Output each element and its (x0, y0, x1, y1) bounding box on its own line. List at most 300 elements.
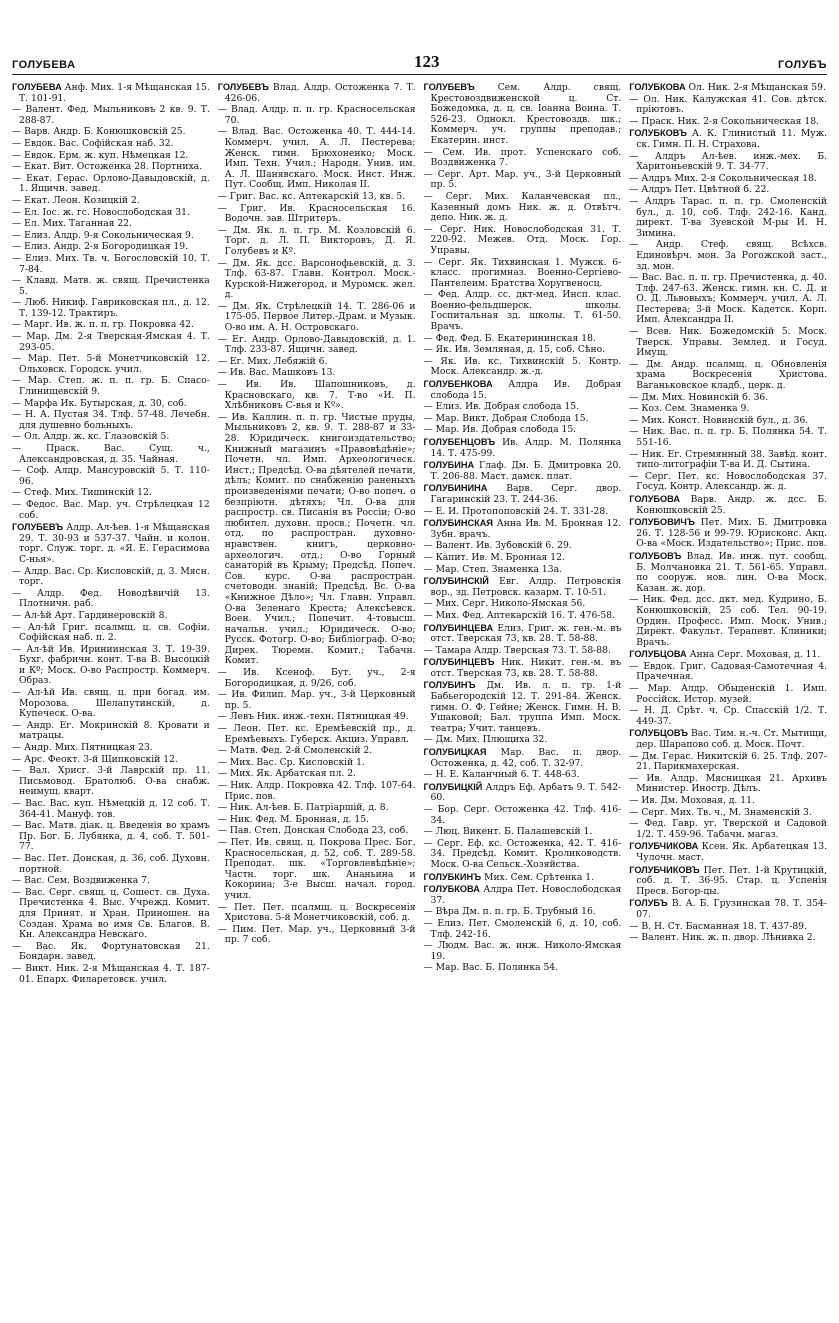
directory-entry (218, 335, 416, 356)
entry-text: Влад. Алдр. п. п. гр. Красносельская 70. (224, 104, 416, 126)
directory-entry (424, 425, 622, 436)
directory-entry (218, 413, 416, 667)
entry-text: Як. Ив. кс. Тихвинскій 5. Контр. Моск. Александр. ж.-д. (430, 355, 622, 378)
entry-text: Анна Ив. М. Бронная 12. Зубн. врачъ. (430, 518, 622, 540)
entry-text: Леон. Пет. кс. Еремѣевскій пр., д. Еремѣевыхъ. Губерск. Акциз. Управл. (224, 723, 416, 745)
directory-entry (218, 781, 416, 802)
surname: ГОЛУБЕВЪ (12, 522, 64, 533)
directory-entry (12, 320, 210, 331)
entry-text: Серг. Мих. Каланчевская пл., Казенный домъ Ник. ж. д. Отвѣтч. депо. Ник. ж. д. (430, 190, 622, 224)
entry-text: Н. Д. Срѣт. ч. Ср. Спасскій 1/2. Т. 449-37. (636, 705, 827, 727)
directory-entry (12, 410, 210, 431)
entry-text: Алдр. Фед. Новодѣвичій 13. Плотничн. раб. (19, 587, 210, 610)
entry-text: Алдр. Ал-ѣев. 1-я Мѣщанская 29. Т. 30-93 и 537-37. Чайн. и колон. торг. Служ. торг. д. «Я. Е. Герасимова С-нья». (19, 522, 210, 565)
directory-entry (12, 854, 210, 875)
directory-entry (424, 258, 622, 290)
surname: ГОЛУБИЦКІЙ (423, 781, 483, 792)
directory-entry (12, 298, 210, 319)
entry-text: Пет. Ив. свящ. ц. Покрова Прес. Бог. Красносельская, д. 52, соб. Т. 289-58. Преподат. шк. «Торговлевѣдѣніе»; Частн. торг. шк. Ананьина и Кокорина; 3-е Высш. начал. город. учил. (224, 836, 416, 901)
surname-entry (629, 898, 827, 920)
directory-entry (12, 332, 210, 353)
entry-text: Вас. Матв. діак. ц. Введенія во храмъ Пр. Бог. Б. Лубянка, д. 4, соб. Т. 501-77. (19, 820, 210, 853)
directory-entry (12, 444, 210, 465)
directory-entry (12, 376, 210, 397)
entry-text: Серг. Еф. кс. Остоженка, 42. Т. 416-34. Предсѣд. Комит. Кролиководств. Моск. О-ва Сельск.-Хозяйства. (430, 837, 622, 870)
entry-text: Григ. Ив. Красносельская 16. Водочн. зав. Штритеръ. (224, 202, 416, 225)
surname-entry (424, 576, 622, 598)
directory-entry (424, 646, 622, 657)
directory-entry (218, 826, 416, 837)
surname: ГОЛУБЕВЪ (423, 82, 475, 92)
entry-text: Ив. Алдр. М. Полянка 14. Т. 475-99. (430, 437, 622, 459)
entry-text: Валент. Ник. ж. п. двор. Лѣнивка 2. (641, 932, 816, 944)
directory-entry (629, 450, 827, 471)
entry-text: Ив. Алдр. Мясницкая 21. Архивъ Министер. Иностр. Дѣлъ. (636, 772, 827, 795)
entry-text: Влад. Вас. Остоженка 40. Т. 444-14. Коммерч. учил. А. Л. Пестерева; Женск. гимн. Брюхоненко; Моск. Имп. Техн. Учил.; Народн. Унив. им. А. Л. Шанявскаго. Моск. Инст. Инж. Пут. Сообщ. Имп. Николая II. (224, 126, 416, 191)
surname-entry (424, 884, 622, 906)
directory-entry (629, 152, 827, 173)
directory-entry (424, 827, 622, 838)
directory-entry (629, 922, 827, 933)
surname-entry (629, 494, 827, 516)
entry-text: Варв. Андр. ж. дсс. Б. Конюшковскій 25. (636, 493, 827, 516)
entry-text: Ал-ѣй Ив. свящ. ц. при богад. им. Морозова. Шелапутинскій, д. Купеческ. О-ва. (19, 687, 210, 720)
entry-text: Серг. Арт. Мар. уч., 3-й Церковный пр. 5. (430, 168, 622, 191)
directory-entry (12, 276, 210, 297)
entry-text: Влад. Алдр. Остоженка 7. Т. 426-06. (224, 82, 416, 104)
directory-entry (629, 427, 827, 448)
entry-text: Евдок. Вас. Софійская наб. 32. (24, 137, 174, 149)
entry-text: Григ. Вас. кс. Аптекарскій 13, кв. 5. (229, 190, 406, 202)
entry-text: Люц. Викент. Б. Палашевскій 1. (435, 826, 593, 838)
entry-text: Серг. Мих. Тв. ч., М. Знаменскій 3. (641, 806, 812, 818)
directory-entry (12, 799, 210, 820)
entry-text: Пет. Пет. 1-й Крутицкій, соб. д. Т. 36-95. Стар. ц. Успенія Пресв. Богор-цы. (636, 864, 827, 897)
directory-entry (218, 204, 416, 225)
directory-entry (629, 174, 827, 185)
entry-text: Праск. Ник. 2-я Сокольническая 18. (641, 115, 819, 127)
directory-entry (629, 404, 827, 415)
directory-entry (218, 769, 416, 780)
directory-entry (12, 589, 210, 610)
surname-entry (424, 460, 622, 482)
directory-entry (424, 553, 622, 564)
directory-entry (424, 735, 622, 746)
entry-text: Мар. Степ. ж. п. п. гр. Б. Спасо-Глинищевскій 9. (19, 375, 210, 398)
entry-text: Мар. Алдр. Обыденскій 1. Имп. Россійск. Истор. музей. (636, 683, 827, 705)
surname-entry (629, 649, 827, 661)
directory-entry (12, 231, 210, 242)
directory-entry (12, 399, 210, 410)
entry-text: Ол. Ник. 2-я Мѣщанская 59. (688, 82, 826, 93)
entry-text: Андр. Ег. Мокринскій 8. Кровати и матрацы. (19, 719, 210, 742)
surname-entry (424, 379, 622, 401)
surname-entry (629, 728, 827, 750)
entry-text: Глаф. Дм. Б. Дмитровка 20. Т. 206-88. Маст. дамск. плат. (430, 460, 622, 482)
entry-text: Викт. Ник. 2-я Мѣщанская 4. Т. 187-01. Епарх. Филаретовск. учил. (19, 962, 210, 985)
entry-text: Андр. Стеф. свящ. Всѣхсв. Единовѣрч. мон. За Рогожской заст., зд. мон. (636, 239, 827, 272)
entry-text: Клавд. Матв. ж. свящ. Пречистенка 5. (19, 275, 210, 297)
surname: ГОЛУБОВИЧЪ (629, 517, 695, 528)
entry-text: Вас. Вас. куп. Нѣмецкій д. 12 соб. Т. 364-41. Мануф. тов. (19, 798, 210, 820)
directory-entry (629, 327, 827, 359)
entry-text: Коз. Сем. Знаменка 9. (641, 403, 750, 415)
surname: ГОЛУБЧИКОВА (629, 841, 699, 852)
entry-text: Ив. Ксеноф. Бут. уч., 2-я Богородицкая, д. 9/26, соб. (224, 667, 416, 689)
entry-text: Анна Серг. Моховая, д. 11. (689, 649, 821, 661)
entry-text: Марг. Ив. ж. п. п. гр. Покровка 42. (24, 319, 194, 331)
directory-entry (218, 368, 416, 379)
surname-entry (12, 522, 210, 565)
directory-entry (12, 139, 210, 150)
entry-text: Ник. Фед. дсс. дкт. мед. Кудрино, Б. Конюшковскій, 25 соб. Тел. 90-19. Ордин. Професс. Имп. Моск. Унив.; Директ. Факульт. Терапевт. Клиники; Врачъ. (636, 594, 827, 648)
directory-entry (629, 752, 827, 773)
entry-text: Мих. Фед. Аптекарскій 16. Т. 476-58. (435, 609, 616, 621)
directory-entry (12, 755, 210, 766)
entry-text: Ал-ѣй Григ. псалмщ. ц. св. Софіи. Софійская наб. п. 2. (19, 621, 210, 644)
entry-text: Мар. Дм. 2-я Тверская-Ямская 4. Т. 293-05. (19, 331, 210, 353)
directory-entry (12, 242, 210, 253)
entry-text: Варв. Андр. Б. Конюшковскій 25. (24, 126, 186, 138)
entry-text: Серг. Пет. кс. Новослободская 37. Госуд. Контр. Александр. ж. д. (636, 470, 827, 493)
entry-text: Тамара Алдр. Тверская 73. Т. 58-88. (435, 644, 611, 656)
directory-entry (218, 690, 416, 711)
entry-text: Варв. Серг. двор. Гагаринскій 23. Т. 244-36. (430, 483, 622, 505)
entry-text: Алдр. Вас. Ср. Кисловскій, д. 3. Мясн. торг. (19, 565, 210, 588)
entry-text: Алдръ Ал-ѣев. инж.-мех. Б. Харитоньевскій 9. Т. 34-77. (636, 150, 827, 173)
entry-text: Елиз. Григ. ж. ген.-м. въ отст. Тверская 73, кв. 28. Т. 58-88. (430, 622, 622, 645)
directory-entry (424, 507, 622, 518)
directory-entry (629, 273, 827, 326)
entry-text: Вѣра Дм. п. п. гр. Б. Трубный 16. (435, 906, 596, 918)
entry-text: Мих. Як. Арбатская пл. 2. (229, 768, 356, 780)
entry-text: Андр. Мих. Пятницкая 23. (24, 742, 153, 754)
directory-entry (629, 933, 827, 944)
entry-text: Валент. Ив. Зубовскій 6. 29. (435, 540, 572, 552)
directory-entry (424, 225, 622, 257)
directory-entry (424, 839, 622, 871)
surname: ГОЛУБКОВА (629, 82, 686, 92)
directory-entry (629, 684, 827, 705)
entry-text: Матв. Фед. 2-й Смоленскій 2. (229, 745, 373, 757)
surname: ГОЛУБКОВЪ (629, 128, 687, 139)
entry-text: Ник. Алдр. Покровка 42. Тлф. 107-64. Прис. пов. (224, 780, 416, 802)
surname: ГОЛУБЧИКОВЪ (629, 864, 700, 875)
surname-entry (424, 483, 622, 505)
directory-entry (629, 95, 827, 116)
directory-entry (218, 838, 416, 902)
directory-entry (424, 148, 622, 169)
entry-text: Пав. Степ. Донская Слобода 23, соб. (229, 825, 409, 837)
entry-text: Евг. Алдр. Петровскія вор., зд. Петровск. казарм. Т. 10-51. (430, 576, 622, 598)
entry-text: Н. Е. Каланчный 6. Т. 448-63. (435, 769, 580, 781)
directory-entry (424, 770, 622, 781)
surname-entry (629, 841, 827, 863)
entry-text: Елиз. Ив. Добрая слобода 15. (435, 401, 580, 413)
entry-text: Ник. Ег. Стремянный 38. Завѣд. конт. типо-литографіи Т-ва И. Д. Сытина. (636, 448, 827, 471)
directory-entry (218, 127, 416, 191)
page-header (12, 52, 827, 75)
surname: ГОЛУБИНА (423, 460, 475, 471)
entry-text: Ел. Мих. Таганная 22. (24, 218, 132, 230)
directory-entry (12, 105, 210, 126)
directory-entry (218, 815, 416, 826)
surname: ГОЛУБОВА (629, 493, 680, 504)
entry-text: Фед. Гавр. уг. Тверской и Садовой 1/2. Т. 459-96. Табачн. магаз. (636, 818, 827, 840)
surname-entry (424, 518, 622, 540)
entry-text: Левъ Ник. инж.-техн. Пятницкая 49. (229, 711, 409, 723)
directory-entry (12, 488, 210, 499)
directory-entry (424, 599, 622, 610)
entry-text: Мар. Ив. Добрая слобода 15. (435, 424, 577, 436)
directory-entry (12, 942, 210, 963)
entry-text: Дм. Герас. Никитскій 6. 25. Тлф. 207-21. Парикмахерская. (636, 750, 827, 773)
directory-entry (424, 170, 622, 191)
directory-entry (629, 416, 827, 427)
entry-text: Мих. Конст. Новинскій бул., д. 36. (641, 414, 809, 426)
directory-entry (424, 345, 622, 356)
directory-entry (12, 500, 210, 521)
entry-text: Дм. Мих. Новинскій б. 36. (641, 391, 769, 403)
surname: ГОЛУБОВЪ (629, 550, 682, 561)
entry-text: Екат. Вит. Остоженка 28. Портниха. (24, 161, 203, 173)
entry-text: Ив. Дм. Моховая, д. 11. (641, 795, 755, 806)
column-4 (629, 82, 827, 1313)
directory-entry (629, 706, 827, 727)
surname-entry (424, 657, 622, 679)
entry-text: Вас. Серг. свящ. ц. Сошест. св. Духа. Пречистенка 4. Выс. Учрежд. Комит. для Принят. и Хран. Приношен. на Создан. Храма во имя Св. Благов. В. Кн. Александра Невскаго. (19, 886, 210, 941)
directory-entry (629, 774, 827, 795)
directory-entry (12, 219, 210, 230)
entry-text: Алдръ Пет. Цвѣтной б. 22. (641, 184, 770, 196)
entry-text: Екат. Герас. Орлово-Давыдовскій, д. 1. Ящичн. завед. (19, 172, 210, 195)
directory-entry (218, 226, 416, 258)
directory-entry (12, 821, 210, 853)
entry-text: Всев. Ник. Божедомскій 5. Моск. Тверск. Управы. Землед. и Госуд. Имущ. (636, 326, 827, 359)
surname: ГОЛУБЕНКОВА (423, 379, 493, 390)
entry-text: В. Н. Ст. Басманная 18. Т. 437-89. (641, 920, 807, 932)
directory-entry (629, 240, 827, 272)
directory-entry (629, 185, 827, 196)
entry-text: Пет. Мих. Б. Дмитровка 26. Т. 128-56 и 99-79. Юрисконс. Акц. О-ва «Моск. Издательство»; Прис. пов. (636, 517, 827, 550)
directory-entry (12, 766, 210, 798)
surname-entry (629, 82, 827, 94)
directory-entry (218, 746, 416, 757)
entry-text: Н. А. Пустая 34. Тлф. 57-48. Лечебн. для душевно больныхъ. (19, 409, 210, 431)
entry-text: Дм. Як. Стрѣлецкій 14. Т. 286-06 и 175-05. Первое Литер.-Драм. и Музык. О-во им. А. Н. Островскаго. (224, 300, 416, 334)
entry-text: Арс. Феокт. 3-й Щипковскій 12. (24, 753, 178, 765)
entry-text: Ив. Вас. Машковъ 13. (229, 367, 336, 379)
directory-entry (218, 803, 416, 814)
entry-text: Марфа Ик. Бутырская, д. 30, соб. (24, 397, 187, 409)
entry-text: Ник. Ал-ѣев. Б. Патріаршій, д. 8. (229, 802, 389, 814)
directory-entry (12, 721, 210, 742)
directory-entry (424, 414, 622, 425)
surname-entry (424, 747, 622, 769)
entry-text: Елиз. Мих. Тв. ч. Богословскій 10. Т. 7-84. (19, 252, 210, 275)
surname: ГОЛУБЪ (629, 898, 668, 909)
directory-entry (218, 925, 416, 946)
surname-entry (629, 551, 827, 594)
entry-text: В. А. Б. Грузинская 78. Т. 354-07. (636, 898, 827, 920)
entry-text: Соф. Алдр. Мансуровскій 5. Т. 110-96. (19, 465, 210, 487)
entry-text: Пет. Пет. псалмщ. ц. Воскресенія Христова. 5-й Монетчиковскій, соб. д. (224, 901, 416, 924)
directory-columns (12, 82, 827, 1313)
entry-text: Елиз. Андр. 2-я Богородицкая 19. (24, 241, 189, 253)
directory-entry (629, 808, 827, 819)
entry-text: Дм. Як. дсс. Варсонофьевскій, д. 3. Тлф. 63-87. Главн. Контрол. Моск.-Курской-Нижегород. и Муромск. жел. д. (224, 257, 416, 301)
entry-text: Евдок. Ерм. ж. куп. Нѣмецкая 12. (24, 149, 189, 161)
directory-entry (424, 565, 622, 576)
surname: ГОЛУБИНЦЕВЪ (423, 657, 495, 668)
entry-text: Мар. Викт. Добрая Слобода 15. (435, 412, 589, 424)
directory-entry (424, 541, 622, 552)
entry-text: Алдръ Мих. 2-я Сокольническая 18. (641, 172, 817, 184)
entry-text: Ник. Вас. п. п. гр. Б. Полянка 54. Т. 551-16. (636, 426, 827, 448)
directory-entry (629, 662, 827, 683)
entry-text: Мих. Вас. Ср. Кисловскій 1. (229, 756, 365, 768)
entry-text: Евдок. Григ. Садовая-Самотечная 4. Прачечная. (636, 660, 827, 683)
surname: ГОЛУБКИНЪ (423, 871, 482, 882)
entry-text: Мих. Сем. Срѣтенка 1. (484, 871, 595, 883)
column-2 (218, 82, 416, 1313)
entry-text: А. К. Глинистый 11. Муж. ск. Гимн. П. Н. Страхова. (636, 128, 827, 150)
entry-text: Ник. Никит. ген.-м. въ отст. Тверская 73, кв. 28. Т. 58-88. (430, 657, 622, 679)
column-3 (424, 82, 622, 1313)
entry-text: Фед. Алдр. сс. дкт-мед. Инсп. клас. Военно-фельдшерск. школы. Госпитальная зд. школы. Т. 61-50. Врачъ. (430, 289, 622, 333)
surname: ГОЛУБКОВА (423, 884, 480, 895)
surname: ГОЛУБЕВА (12, 82, 62, 92)
surname-entry (424, 782, 622, 804)
entry-text: Вас. Сем. Воздвиженка 7. (24, 875, 150, 887)
entry-text: Ал-ѣй Ив. Ириниинская 3. Т. 19-39. Бухг. фабричн. конт. Т-ва В. Высоцкій и Кº; Моск. О-во Распростр. Коммерч. Образ. (19, 643, 210, 687)
directory-entry (218, 903, 416, 924)
surname-entry (424, 623, 622, 645)
directory-entry (424, 402, 622, 413)
directory-entry (629, 472, 827, 493)
directory-entry (12, 888, 210, 941)
directory-entry (12, 876, 210, 887)
directory-entry (218, 724, 416, 745)
entry-text: Фед. Фед. Б. Екатерининская 18. (435, 332, 596, 344)
entry-text: Ив. Филип. Мар. уч., 3-й Церковный пр. 5. (224, 689, 416, 711)
directory-entry (424, 611, 622, 622)
directory-entry (424, 290, 622, 332)
entry-text: Мар. Вас. Б. Полянка 54. (435, 962, 559, 974)
entry-text: Вас. Вас. п. п. гр. Пречистенка, д. 40. Тлф. 247-63. Женск. гимн. кн. С. Д. и О. Д. Львовыхъ; Коммерч. учил. А. Л. Пестерева; 3-й Моск. Кадетск. Корп. Имп. Александра II. (636, 272, 827, 326)
surname-entry (218, 82, 416, 104)
surname-entry (424, 680, 622, 734)
directory-entry (218, 192, 416, 203)
directory-entry (629, 819, 827, 840)
directory-entry (218, 357, 416, 368)
entry-text: Ол. Алдр. ж. кс. Глазовскій 5. (24, 431, 170, 443)
directory-entry (12, 151, 210, 162)
entry-text: Влад. Ив. инж. пут. сообщ. Б. Молчановка 21. Т. 561-65. Управл. по сооруж. нов. лин. О-ва Моск. Казан. ж. дор. (636, 550, 827, 594)
entry-text: Мар. Вас. п. двор. Остоженка, д. 42, соб. Т. 32-97. (430, 747, 622, 769)
entry-text: Людм. Вас. ж. инж. Николо-Ямская 19. (430, 940, 622, 962)
directory-entry (218, 712, 416, 723)
directory-entry (12, 254, 210, 275)
surname-entry (629, 865, 827, 898)
directory-entry (424, 941, 622, 962)
entry-text: Валент. Фед. Мыльниковъ 2 кв. 9. Т. 288-87. (19, 104, 210, 126)
running-head-left: ГОЛУБЕВА (12, 59, 76, 71)
entry-text: Ник. Фед. М. Бронная, д. 15. (229, 813, 370, 825)
entry-text: Ег. Андр. Орлово-Давыдовскій, д. 1. Тлф. 233-87. Ящичн. завед. (224, 333, 416, 356)
entry-text: Алдра Ив. Добрая слобода 15. (430, 379, 622, 401)
entry-text: Бор. Серг. Остоженка 42. Тлф. 416-34. (430, 804, 622, 826)
entry-text: Ив. Каллин. п. п. гр. Чистые пруды, Мыльниковъ 2, кв. 9. Т. 288-87 и 33-28. Юридическ. книгоиздательство; Книжный магазинъ «Правовѣдѣніе»; Почетн. чл. Имп. Археологическ. Инст.; Предсѣд. О-ва дѣятелей печати, дѣлъ; Комит. по снабженію раненыхъ произведеніями печати; О-во попеч. о безпріютн. дѣтяхъ; Чл. О-ва для распростр. св. Писанія въ Россіи; О-во любител. духовн. просв.; Почетн. чл. отд. по распростран. духовно-нравствен. книгъ, церковно-археологич. отд.; О-во Горный санаторій въ Крыму; Предсѣд. Попеч. Сов. курс. О-ва распростран. счетоводн. знаній; Предсѣд. Вс. О-ва «Книжное Дѣло»; Чл. Главн. Управл. О-ва Зеленаго Креста; Алексѣевск. Воен. Учил.; Попечит. 4-товысш. начальн. учил.; Юридическ. О-во; Русск. Фотогр. О-во; Библіограф. О-во; Дирек. Тюремн. Комит.; Табачн. Комит. (224, 411, 416, 667)
entry-text: Ксен. Як. Арбатецкая 13. Чулочн. маст. (636, 841, 827, 863)
surname-entry (424, 872, 622, 884)
directory-entry (12, 645, 210, 687)
entry-text: Ол. Ник. Калужская 41. Сов. дѣтск. пріютовъ. (636, 93, 827, 116)
entry-text: Ег. Мих. Лебяжій 6. (229, 355, 328, 367)
entry-text: Алдръ Тарас. п. п. гр. Смоленскій бул., д. 10, соб. Тлф. 242-16. Канд. директ. Т-ва Зуевской М-ры И. Н. Зимина. (636, 195, 827, 239)
entry-text: Мих. Серг. Николо-Ямская 56. (435, 598, 586, 610)
surname: ГОЛУБЕВЪ (217, 82, 269, 92)
surname: ГОЛУБИНЦЕВА (423, 622, 494, 633)
entry-text: Е. И. Протопоповскій 24. Т. 331-28. (435, 505, 609, 517)
column-1 (12, 82, 210, 1313)
directory-entry (218, 105, 416, 126)
directory-entry (12, 567, 210, 588)
directory-entry (218, 302, 416, 334)
directory-entry (12, 432, 210, 443)
directory-entry (629, 393, 827, 404)
page-number: 123 (414, 52, 440, 71)
directory-entry (424, 334, 622, 345)
surname: ГОЛУБЕНЦОВЪ (423, 437, 496, 447)
directory-entry (629, 117, 827, 128)
entry-text: Анф. Мих. 1-я Мѣщанская 15. Т. 101-91. (19, 82, 210, 104)
surname-entry (12, 82, 210, 104)
entry-text: Мар. Степ. Знаменка 13а. (435, 563, 562, 575)
directory-entry (629, 197, 827, 239)
directory-entry (12, 174, 210, 195)
directory-entry (424, 907, 622, 918)
entry-text: Серг. Ник. Новослободская 31. Т. 220-92. Межев. Отд. Моск. Гор. Управы. (430, 223, 622, 256)
entry-text: Ел. Іос. ж. гс. Новослободская 31. (24, 206, 190, 218)
entry-text: Ал-ѣй Арт. Гардинеровскій 8. (24, 609, 168, 621)
directory-entry (629, 796, 827, 807)
entry-text: Капит. Ив. М. Бронная 12. (435, 551, 565, 563)
entry-text: Федос. Вас. Мар. уч. Стрѣлецкая 12 соб. (19, 498, 210, 521)
directory-entry (12, 466, 210, 487)
surname: ГОЛУБИНСКАЯ (423, 518, 493, 529)
surname: ГОЛУБИНЪ (423, 680, 476, 691)
entry-text: Дм. Андр. псалмщ. ц. Обновленія храма Воскресенія Христова. Ваганьковское кладб., церк. д. (636, 358, 827, 392)
directory-entry (12, 623, 210, 644)
directory-entry (424, 357, 622, 378)
directory-entry (629, 360, 827, 392)
surname-entry (424, 82, 622, 147)
directory-entry (218, 259, 416, 301)
directory-entry (424, 192, 622, 224)
entry-text: Вас. Як. Фортунатовская 21. Бондарн. завед. (19, 940, 210, 963)
running-head-right: ГОЛУБЪ (778, 59, 827, 71)
entry-text: Серг. Як. Тихвинская 1. Мужск. 6-класс. прогимназ. Военно-Сергіево-Пантелеим. Братства Хоругвеносц. (430, 256, 622, 289)
directory-entry (218, 380, 416, 412)
entry-text: Дм. Ив. л. п. гр. 1-й Бабьегородскій 12. Т. 291-84. Женск. гимн. О. Ф. Гейне; Женск. Гимн. Н. В. Ушаковой; Бал. труппа Имп. Моск. театра; Учит. танцевъ. (430, 680, 622, 734)
directory-entry (12, 127, 210, 138)
entry-text: Дм. Як. л. п. гр. М. Козловскій 6. Торг. д. Л. П. Викторовъ, Д. Я. Голубевъ и Кº. (224, 224, 416, 257)
entry-text: Ив. Ив. Шапошниковъ, д. Красновскаго, кв. 7. Т-во «И. П. Хлѣбниковъ С-вья и Кº». (224, 379, 416, 412)
surname-entry (629, 128, 827, 150)
entry-text: Алдра Пет. Новослободская 37. (430, 884, 622, 906)
directory-entry (424, 919, 622, 940)
